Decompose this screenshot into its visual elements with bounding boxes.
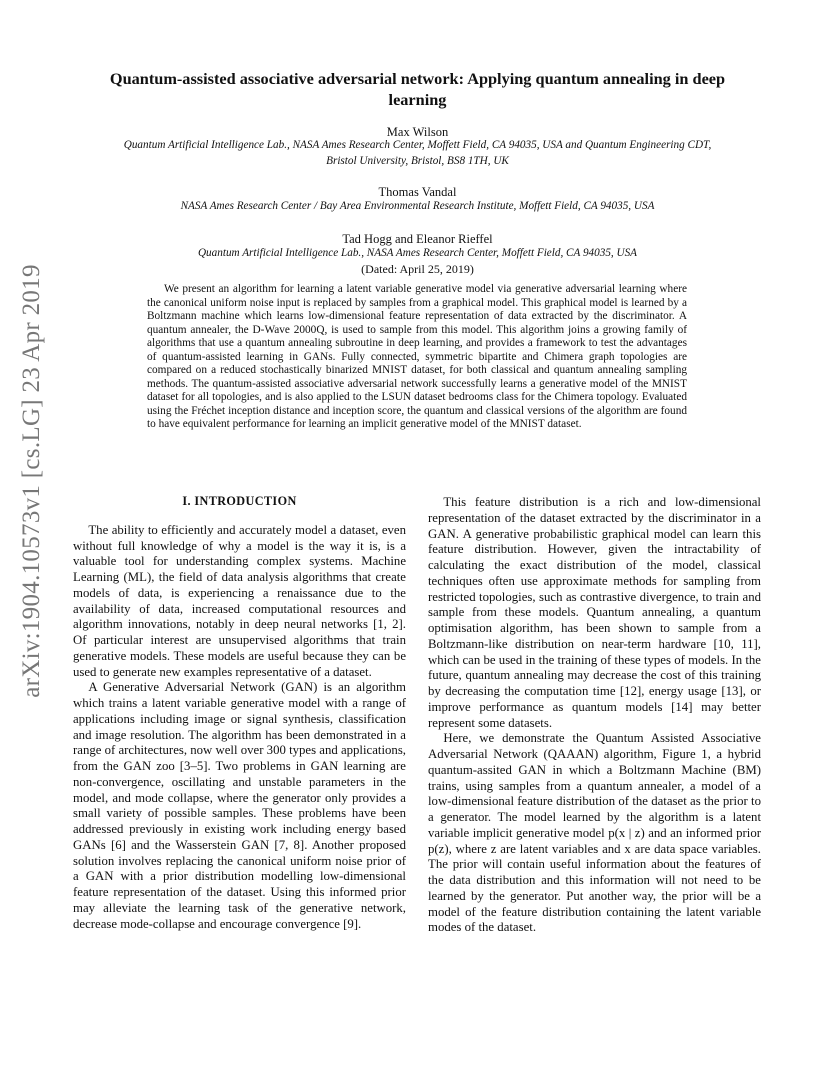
arxiv-sidebar-stamp	[14, 264, 50, 698]
paper-date: (Dated: April 25, 2019)	[361, 262, 474, 276]
body-paragraph: Here, we demonstrate the Quantum Assisted Associative Adversarial Network (QAAAN) algorithm, Figure 1, a hybrid quantum-assited GAN in which a Boltzmann Machine (BM) trains, using samples from a quantum annealer, a model of a low-dimensional feature distribution of the dataset as the prior to a generator. The model learned by the algorithm is a latent variable implicit generative model p(x | z) and an informed prior p(z), where z are latent variables and x are data space variables. The prior will contain useful information about the features of the data distribution and this information will not need to be learned by the generator. Put another way, the prior will be a model of the feature distribution containing the latent variable modes of the dataset.	[428, 731, 761, 935]
right-column	[428, 495, 761, 936]
author-name: Thomas Vandal	[378, 185, 457, 199]
body-paragraph: A Generative Adversarial Network (GAN) is an algorithm which trains a latent variable generative model with a range of applications including image or signal synthesis, classification and image resolution. The algorithm has been demonstrated in a range of architectures, now well over 300 types and applications, from the GAN zoo [3–5]. Two problems in GAN learning are non-convergence, oscillating and unstable parameters in the model, and mode collapse, where the generator only provides a small variety of possible samples. These problems have been addressed previously in existing work including energy based GANs [6] and the Wasserstein GAN [7, 8]. Another proposed solution involves replacing the canonical uniform noise prior of a GAN with a prior distribution modelling low-dimensional feature representation of the dataset. Using this informed prior may alleviate the learning task of the generative network, decrease mode-collapse and encourage convergence [9].	[73, 680, 406, 931]
paper-title: Quantum-assisted associative adversarial network: Applying quantum annealing in deep learning	[109, 69, 726, 109]
author-affiliation: NASA Ames Research Center / Bay Area Environmental Research Institute, Moffett Field, CA 94035, USA	[180, 200, 655, 212]
abstract: We present an algorithm for learning a latent variable generative model via generative adversarial learning where the canonical uniform noise input is replaced by samples from a graphical model. This graphical model is learned by a Boltzmann machine which learns low-dimensional feature representation of data extracted by the discriminator. A quantum annealer, the D-Wave 2000Q, is used to sample from this model. This algorithm joins a growing family of algorithms that use a quantum annealing subroutine in deep learning, and provides a framework to test the advantages of quantum-assisted learning in GANs. Fully connected, symmetric bipartite and Chimera graph topologies are compared on a reduced stochastically binarized MNIST dataset, for both classical and quantum annealing sampling methods. The quantum-assisted associative adversarial network successfully learns a generative model of the MNIST dataset for all topologies, and is also applied to the LSUN dataset bedrooms class for the Chimera topology. Evaluated using the Fréchet inception distance and inception score, the quantum and classical versions of the algorithm are found to have equivalent performance for learning an implicit generative model of the MNIST dataset.	[147, 283, 687, 430]
arxiv-identifier: arXiv:1904.10573v1 [cs.LG] 23 Apr 2019	[18, 264, 46, 698]
body-paragraph: The ability to efficiently and accurately model a dataset, even without full knowledge of why a model is the way it is, is a valuable tool for understanding complex systems. Machine Learning (ML), the field of data analysis algorithms that create models of data, is experiencing a renaissance due to the availability of data, increased computational resources and algorithm innovations, notably in deep neural networks [1, 2]. Of particular interest are unsupervised algorithms that train generative models. These models are useful because they can be used to generate new examples representative of a dataset.	[73, 522, 406, 679]
author-affiliation: Quantum Artificial Intelligence Lab., NASA Ames Research Center, Moffett Field, CA 94035, USA	[197, 247, 638, 259]
body-paragraph: This feature distribution is a rich and low-dimensional representation of the dataset extracted by the discriminator in a GAN. A generative probabilistic graphical model can learn this feature distribution. However, given the intractability of calculating the exact distribution of the model, classical techniques often use approximate methods for sampling from restricted topologies, such as contrastive divergence, to train and sample from these models. Quantum annealing, a quantum optimisation algorithm, has been shown to sample from a Boltzmann-like distribution on near-term hardware [10, 11], which can be used in the training of these types of models. In the future, quantum annealing may decrease the cost of this training by decreasing the computation time [12], energy usage [13], or improve performance as quantum models [14] may better represent some datasets.	[428, 495, 761, 730]
author-affiliation: Quantum Artificial Intelligence Lab., NASA Ames Research Center, Moffett Field, CA 94035, USA and Quantum Engineering CDT, Bristol University, Bristol, BS8 1TH, UK	[123, 139, 712, 167]
section-heading: I. INTRODUCTION	[182, 494, 297, 508]
author-name: Max Wilson	[386, 125, 449, 139]
left-column	[73, 493, 406, 932]
author-name: Tad Hogg and Eleanor Rieffel	[342, 232, 493, 246]
